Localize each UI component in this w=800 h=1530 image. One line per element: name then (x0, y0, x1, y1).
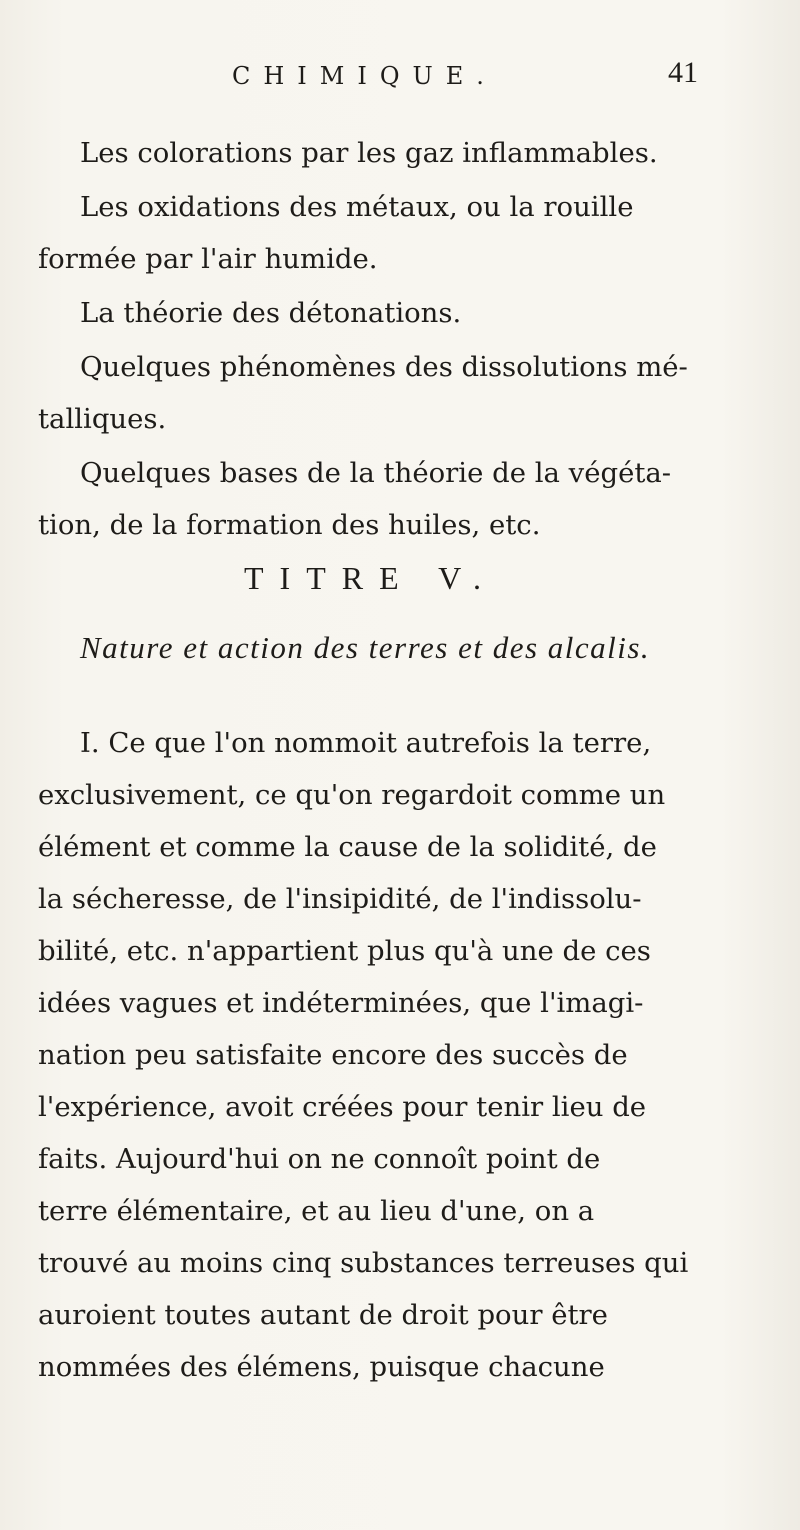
paragraph-line: bilité, etc. n'appartient plus qu'à une de ces (38, 935, 651, 967)
text-line: Quelques bases de la théorie de la végéta- (80, 457, 672, 489)
text-line: talliques. (38, 403, 167, 435)
paragraph-line: la sécheresse, de l'insipidité, de l'indissolu- (38, 883, 642, 915)
paragraph-line: élément et comme la cause de la solidité, de (38, 831, 657, 863)
text-line: Les colorations par les gaz inflammables. (80, 137, 658, 169)
paragraph-line: exclusivement, ce qu'on regardoit comme un (38, 779, 666, 811)
text-line: Quelques phénomènes des dissolutions mé- (80, 351, 688, 383)
section-subtitle: Nature et action des terres et des alcalis. (80, 630, 651, 665)
paragraph-line: I. Ce que l'on nommoit autrefois la terre, (80, 727, 652, 759)
paragraph-line: nation peu satisfaite encore des succès de (38, 1039, 628, 1071)
section-title: TITRE V. (244, 560, 498, 596)
running-title: CHIMIQUE. (232, 62, 497, 90)
text-line: tion, de la formation des huiles, etc. (38, 509, 541, 541)
paragraph-line: auroient toutes autant de droit pour être (38, 1299, 608, 1331)
text-line: formée par l'air humide. (38, 243, 378, 275)
paragraph-line: faits. Aujourd'hui on ne connoît point de (38, 1143, 601, 1175)
paragraph-line: nommées des élémens, puisque chacune (38, 1351, 605, 1383)
paragraph-line: idées vagues et indéterminées, que l'imagi- (38, 987, 644, 1019)
text-line: La théorie des détonations. (80, 297, 462, 329)
paragraph-line: terre élémentaire, et au lieu d'une, on a (38, 1195, 595, 1227)
text-line: Les oxidations des métaux, ou la rouille (80, 191, 634, 223)
paragraph-line: l'expérience, avoit créées pour tenir lieu de (38, 1091, 647, 1123)
running-head (0, 56, 800, 102)
paragraph-line: trouvé au moins cinq substances terreuses qui (38, 1247, 689, 1279)
page-number: 41 (668, 56, 698, 89)
